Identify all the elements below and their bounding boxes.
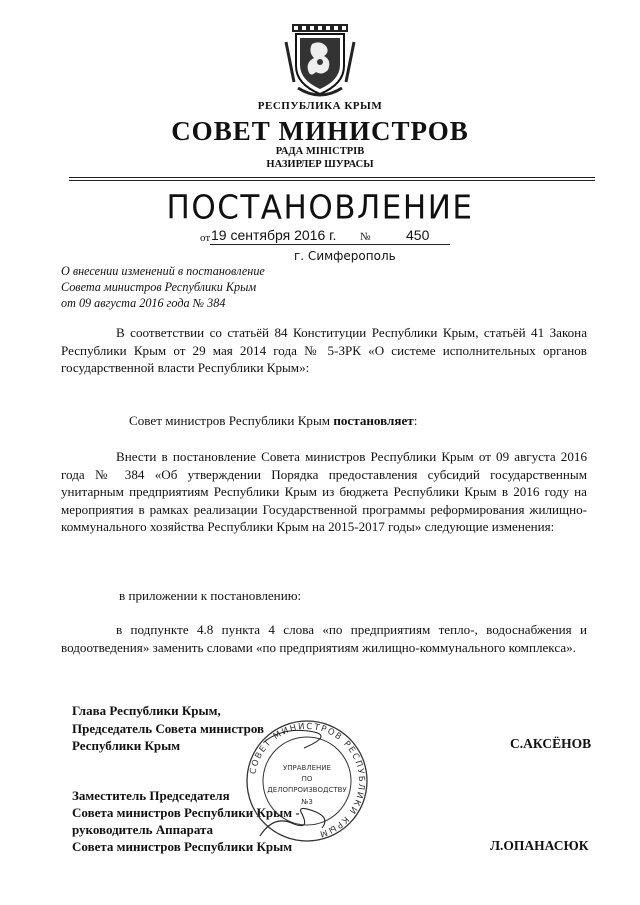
document-number: 450 <box>406 227 430 243</box>
body-paragraph-amendment: Внести в постановление Совета министров Республики Крым от 09 августа 2016 года № 384 «Об утверждении Порядка предоставления субсидий государственным унитарным предприятиям Республики Крым из бюджета Республики Крым в 2016 году на мероприятия в рамках реализации Государственной программы реформирования жилищно-коммунального хозяйства Республики Крым на 2015-2017 годы» следующие изменения: <box>61 449 587 535</box>
subject-line: Совета министров Республики Крым <box>61 280 257 294</box>
stamp-inner-line: ПО <box>301 775 313 783</box>
signatory-title-line: Заместитель Председателя <box>72 788 230 803</box>
council-heading: СОВЕТ МИНИСТРОВ <box>171 116 469 146</box>
signatory-title-line: Совета министров Республики Крым <box>72 839 293 854</box>
subject-line: от 09 августа 2016 года № 384 <box>61 296 226 310</box>
stamp-inner-line: №3 <box>301 798 313 806</box>
body-paragraph-appendix: в приложении к постановлению: <box>119 588 302 603</box>
signatory-title-line: Глава Республики Крым, <box>72 703 221 718</box>
stamp-inner-line: ДЕЛОПРОИЗВОДСТВУ <box>267 786 347 794</box>
document-city: г. Симферополь <box>294 249 396 263</box>
signatory-title-line: Республики Крым <box>72 738 181 753</box>
document-type-title: ПОСТАНОВЛЕНИЕ <box>166 189 474 227</box>
date-underline <box>210 244 450 245</box>
coat-of-arms-emblem <box>284 22 356 98</box>
council-heading-ukrainian: РАДА МІНІСТРІВ <box>275 146 365 157</box>
subject-line: О внесении изменений в постановление <box>61 264 265 278</box>
body-paragraph-replacement: в подпункте 4.8 пункта 4 слова «по предприятиям тепло-, водоснабжения и водоотведения» заменить словами «по предприятиям жилищно-коммунального комплекса». <box>61 622 587 655</box>
signatory-title-line: Председатель Совета министров <box>72 721 265 736</box>
stamp-inner-line: УПРАВЛЕНИЕ <box>283 764 331 772</box>
signatory-name: Л.ОПАНАСЮК <box>490 838 589 853</box>
date-prefix: от <box>200 232 211 244</box>
council-heading-crimean-tatar: НАЗИРЛЕР ШУРАСЫ <box>266 159 374 170</box>
document-date: 19 сентября 2016 г. <box>211 227 337 243</box>
official-stamp <box>244 718 370 844</box>
signatory-title-line: руководитель Аппарата <box>72 822 214 837</box>
signatory-name: С.АКСЁНОВ <box>510 736 592 751</box>
signatory-title-line: Совета министров Республики Крым - <box>72 805 300 820</box>
stamp-outer-text: СОВЕТ МИНИСТРОВ РЕСПУБЛИКИ КРЫМ <box>248 721 367 839</box>
number-prefix: № <box>360 231 371 243</box>
body-paragraph-legal-basis: В соответствии со статьёй 84 Конституции Республики Крым, статьёй 41 Закона Республики Крым от 29 мая 2014 года № 5-ЗРК «О системе исполнительных органов государственной власти Республики Крым»: <box>61 325 587 376</box>
body-paragraph-resolves: Совет министров Республики Крым постановляет: <box>129 413 418 428</box>
resolves-keyword: постановляет <box>333 413 414 428</box>
republic-heading: РЕСПУБЛИКА КРЫМ <box>257 100 383 112</box>
header-divider <box>69 177 595 181</box>
